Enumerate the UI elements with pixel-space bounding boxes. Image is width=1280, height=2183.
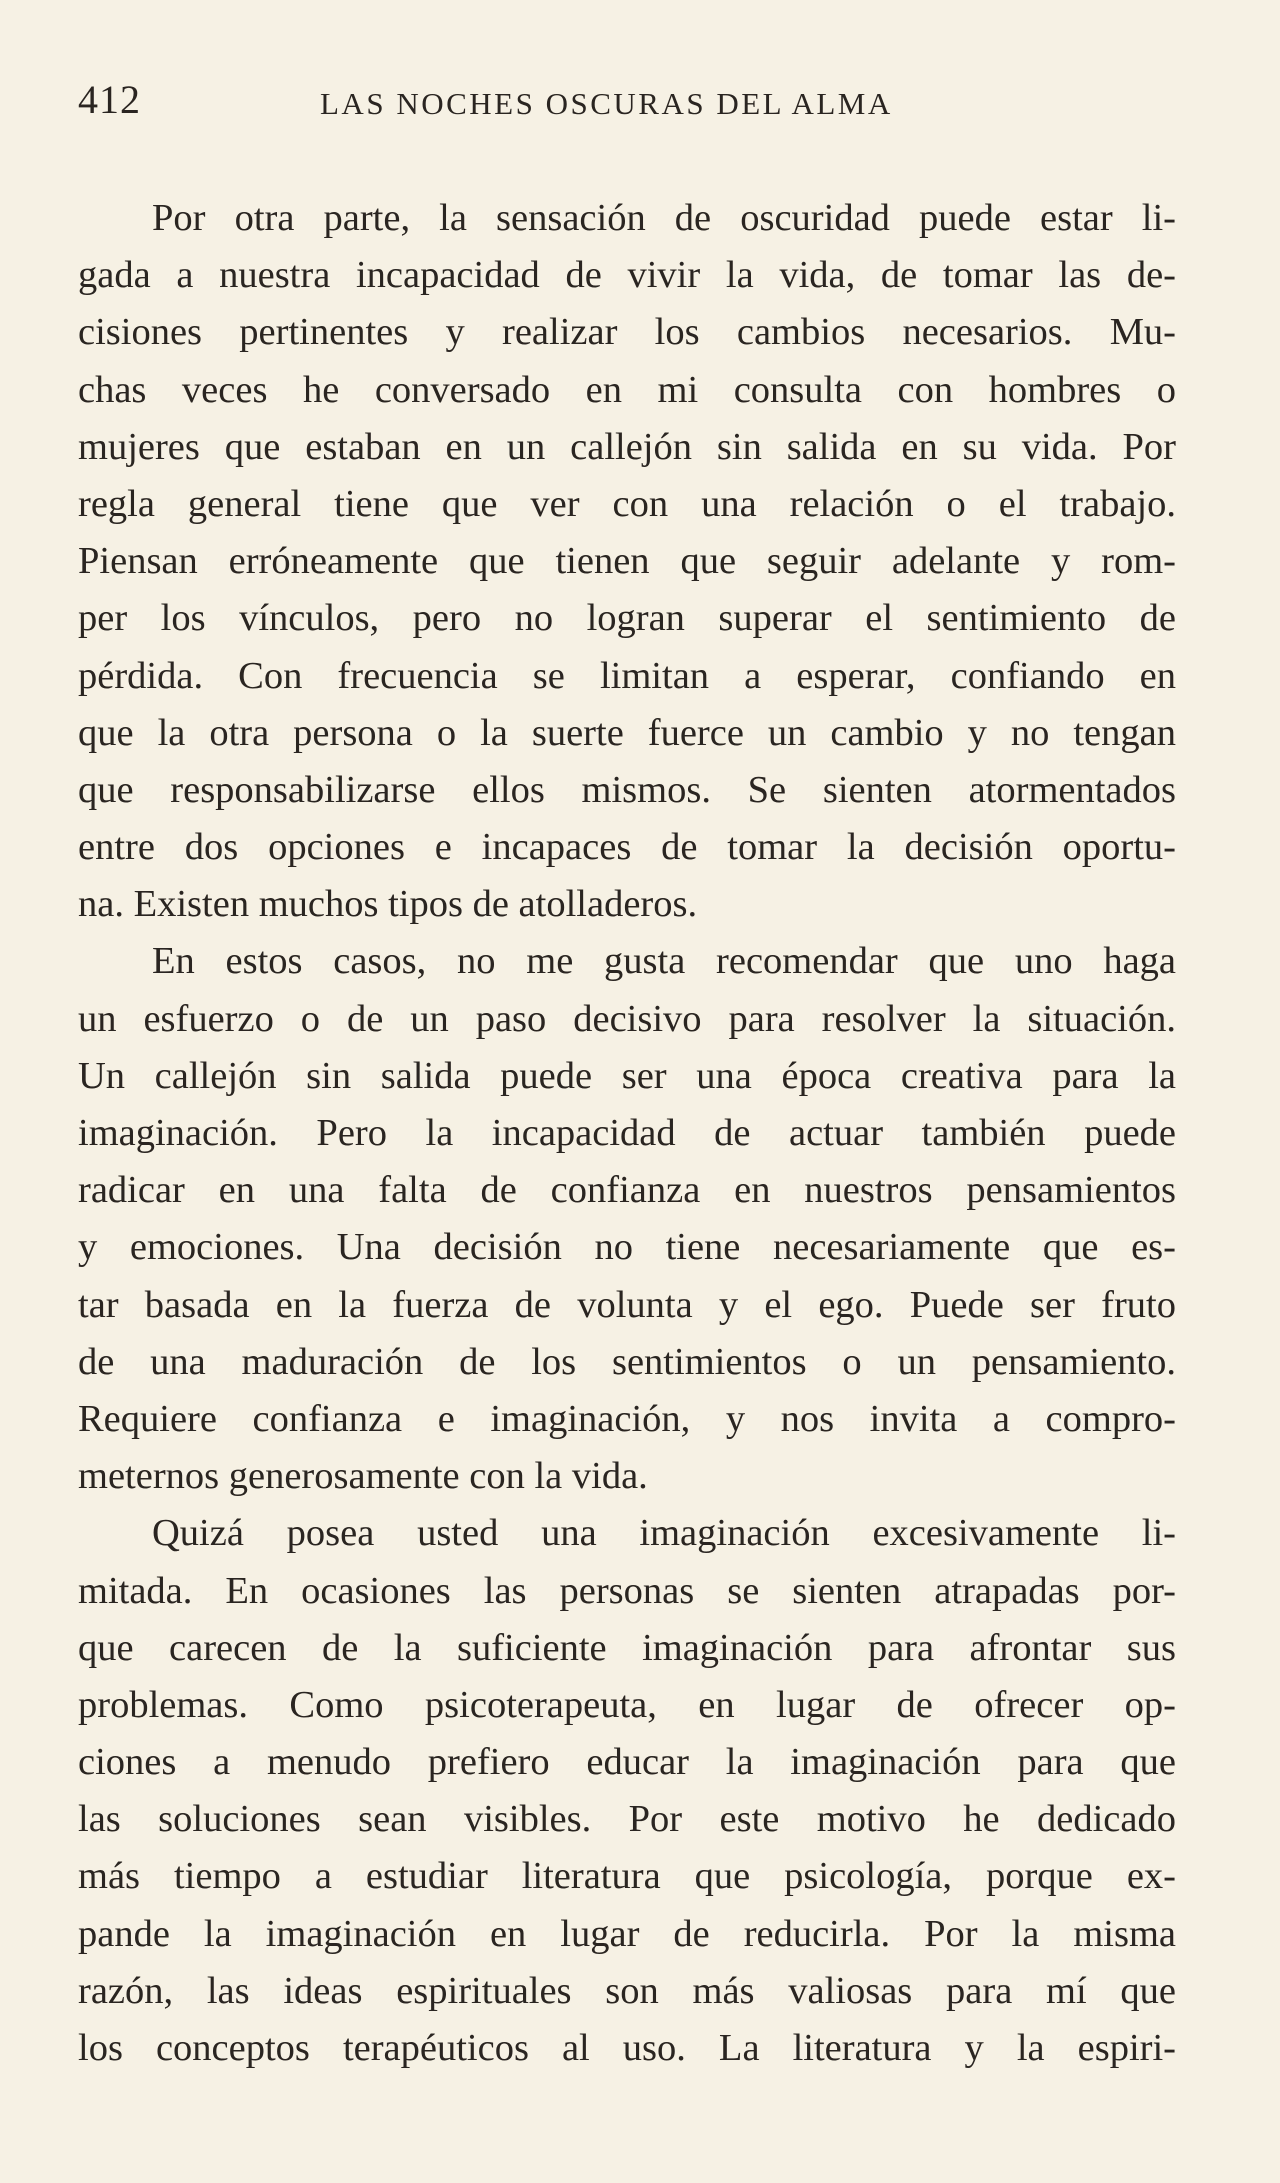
text-line: más tiempo a estudiar literatura que psicología, porque ex- bbox=[78, 1855, 1176, 1898]
book-title: LAS NOCHES OSCURAS DEL ALMA bbox=[320, 86, 893, 121]
text-line: Por otra parte, la sensación de oscuridad puede estar li- bbox=[152, 197, 1176, 239]
text-line: que carecen de la suficiente imaginación para afrontar sus bbox=[78, 1626, 1176, 1669]
text-line: y emociones. Una decisión no tiene necesariamente que es- bbox=[78, 1226, 1176, 1269]
text-line: cisiones pertinentes y realizar los cambios necesarios. Mu- bbox=[78, 311, 1176, 354]
text-line: mujeres que estaban en un callejón sin salida en su vida. Por bbox=[78, 425, 1176, 468]
text-line: pande la imaginación en lugar de reducirla. Por la misma bbox=[78, 1912, 1176, 1955]
paragraph bbox=[78, 933, 1176, 1505]
text-line: na. Existen muchos tipos de atolladeros. bbox=[78, 883, 698, 926]
text-line: ciones a menudo prefiero educar la imaginación para que bbox=[78, 1741, 1176, 1784]
text-line: imaginación. Pero la incapacidad de actuar también puede bbox=[78, 1112, 1176, 1154]
page-number: 412 bbox=[78, 77, 141, 122]
text-line: las soluciones sean visibles. Por este motivo he dedicado bbox=[78, 1798, 1176, 1841]
text-line: radicar en una falta de confianza en nuestros pensamientos bbox=[78, 1169, 1176, 1212]
text-line: que la otra persona o la suerte fuerce un cambio y no tengan bbox=[78, 711, 1176, 754]
text-line: chas veces he conversado en mi consulta con hombres o bbox=[78, 368, 1176, 411]
running-header bbox=[78, 76, 1178, 126]
text-line: los conceptos terapéuticos al uso. La literatura y la espiri- bbox=[78, 2027, 1176, 2069]
text-line: Piensan erróneamente que tienen que seguir adelante y rom- bbox=[78, 540, 1176, 583]
paragraph bbox=[78, 190, 1176, 933]
text-line: Un callejón sin salida puede ser una época creativa para la bbox=[78, 1054, 1176, 1097]
text-line: que responsabilizarse ellos mismos. Se sienten atormentados bbox=[78, 768, 1176, 811]
text-line: de una maduración de los sentimientos o un pensamiento. bbox=[78, 1340, 1176, 1383]
text-line: per los vínculos, pero no logran superar el sentimiento de bbox=[78, 597, 1176, 640]
text-line: razón, las ideas espirituales son más valiosas para mí que bbox=[78, 1969, 1176, 2012]
text-line: entre dos opciones e incapaces de tomar la decisión oportu- bbox=[78, 826, 1176, 869]
text-line: En estos casos, no me gusta recomendar que uno haga bbox=[152, 940, 1176, 983]
text-line: Quizá posea usted una imaginación excesivamente li- bbox=[152, 1512, 1176, 1555]
text-line: meternos generosamente con la vida. bbox=[78, 1455, 648, 1498]
text-line: mitada. En ocasiones las personas se sienten atrapadas por- bbox=[78, 1569, 1176, 1612]
text-line: pérdida. Con frecuencia se limitan a esperar, confiando en bbox=[78, 654, 1176, 697]
paragraph bbox=[78, 1505, 1176, 2077]
text-line: Requiere confianza e imaginación, y nos invita a compro- bbox=[78, 1397, 1176, 1440]
text-line: gada a nuestra incapacidad de vivir la vida, de tomar las de- bbox=[78, 254, 1176, 297]
body-text bbox=[78, 190, 1176, 2077]
text-line: regla general tiene que ver con una relación o el trabajo. bbox=[78, 482, 1176, 525]
text-line: un esfuerzo o de un paso decisivo para resolver la situación. bbox=[78, 997, 1176, 1040]
text-line: tar basada en la fuerza de volunta y el ego. Puede ser fruto bbox=[78, 1283, 1176, 1326]
text-line: problemas. Como psicoterapeuta, en lugar de ofrecer op- bbox=[78, 1683, 1176, 1726]
